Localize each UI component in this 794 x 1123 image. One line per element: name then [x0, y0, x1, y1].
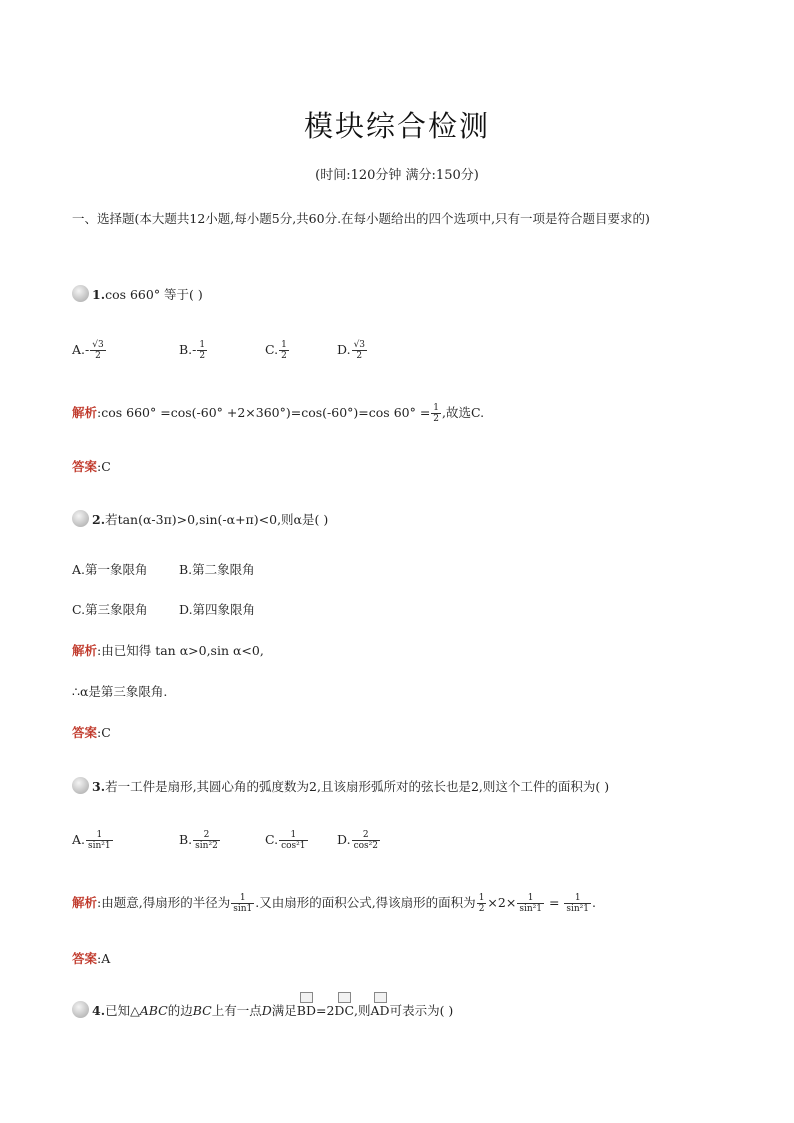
vector-arrow-icon — [374, 992, 387, 1003]
circle-bullet-icon — [72, 777, 89, 794]
page-title: 模块综合检测 — [303, 109, 490, 143]
circle-bullet-icon — [72, 510, 89, 527]
option-c: C. $\frac{1}{2}$ — [265, 340, 287, 361]
question-stem: 若一工件是扇形,其圆心角的弧度数为2,且该扇形弧所对的弦长也是2,则这个工件的面积为( ) — [105, 779, 610, 794]
option-b: B.第二象限角 — [179, 562, 255, 577]
question-4: 4.已知△ABC的边BC上有一点D满足 BD=2 DC,则 AD可表示为( ) — [72, 1001, 453, 1019]
option-c: C. $\frac{1}{\text{cos²1}}$ — [265, 830, 306, 851]
option-d: D. $\frac{√3}{2}$ — [337, 340, 366, 361]
analysis-3: 解析:由题意,得扇形的半径为 $\frac{1}{\sin 1}$ .又由扇形的面积公式,得该扇形的面积为 $\frac{1}{2}$ ×2× $\frac{1}{\text{sin²1}}$ = $\frac{1}{\text{sin²1}}$ . — [72, 893, 597, 914]
option-a: A. $\frac{1}{\text{sin²1}}$ — [72, 830, 111, 851]
vector-arrow-icon — [338, 992, 351, 1003]
question-3 — [72, 777, 609, 795]
exam-info: (时间:120分钟 满分:150分) — [315, 168, 479, 183]
option-d: D. $\frac{2}{\text{cos²2}}$ — [337, 830, 378, 851]
option-a: A.第一象限角 — [72, 562, 148, 577]
vector-ad: AD — [371, 1003, 390, 1018]
question-1 — [72, 285, 203, 303]
question-stem: 若tan(α-3π)>0,sin(-α+π)<0,则α是( ) — [105, 512, 329, 527]
question-2 — [72, 510, 328, 528]
vector-bd: BD — [297, 1003, 316, 1018]
question-number: 1. — [92, 287, 106, 302]
circle-bullet-icon — [72, 1001, 89, 1018]
vector-dc: DC — [334, 1003, 354, 1018]
question-number: 2. — [92, 512, 106, 527]
analysis-1: 解析:cos 660° =cos(-60° +2×360°)=cos(-60°)=cos 60° = $\frac{1}{2}$ ,故选C. — [72, 403, 485, 424]
question-stem: cos 660° 等于( ) — [105, 287, 203, 302]
vector-arrow-icon — [300, 992, 313, 1003]
answer-1: 答案:C — [72, 459, 111, 474]
option-b: B. $\frac{2}{\text{sin²2}}$ — [179, 830, 218, 851]
option-b: B.- $\frac{1}{2}$ — [179, 340, 206, 361]
conclusion-2: ∴α是第三象限角. — [72, 684, 168, 699]
answer-3: 答案:A — [72, 951, 111, 966]
analysis-2: 解析:由已知得 tan α>0,sin α<0, — [72, 643, 264, 658]
circle-bullet-icon — [72, 285, 89, 302]
question-number: 4. — [92, 1003, 106, 1018]
question-number: 3. — [92, 779, 106, 794]
option-c: C.第三象限角 — [72, 602, 148, 617]
section-heading: 一、选择题(本大题共12小题,每小题5分,共60分.在每小题给出的四个选项中,只有一项是符合题目要求的) — [72, 211, 650, 226]
answer-2: 答案:C — [72, 725, 111, 740]
option-a: A.- $\frac{√3}{2}$ — [72, 340, 104, 361]
option-d: D.第四象限角 — [179, 602, 256, 617]
